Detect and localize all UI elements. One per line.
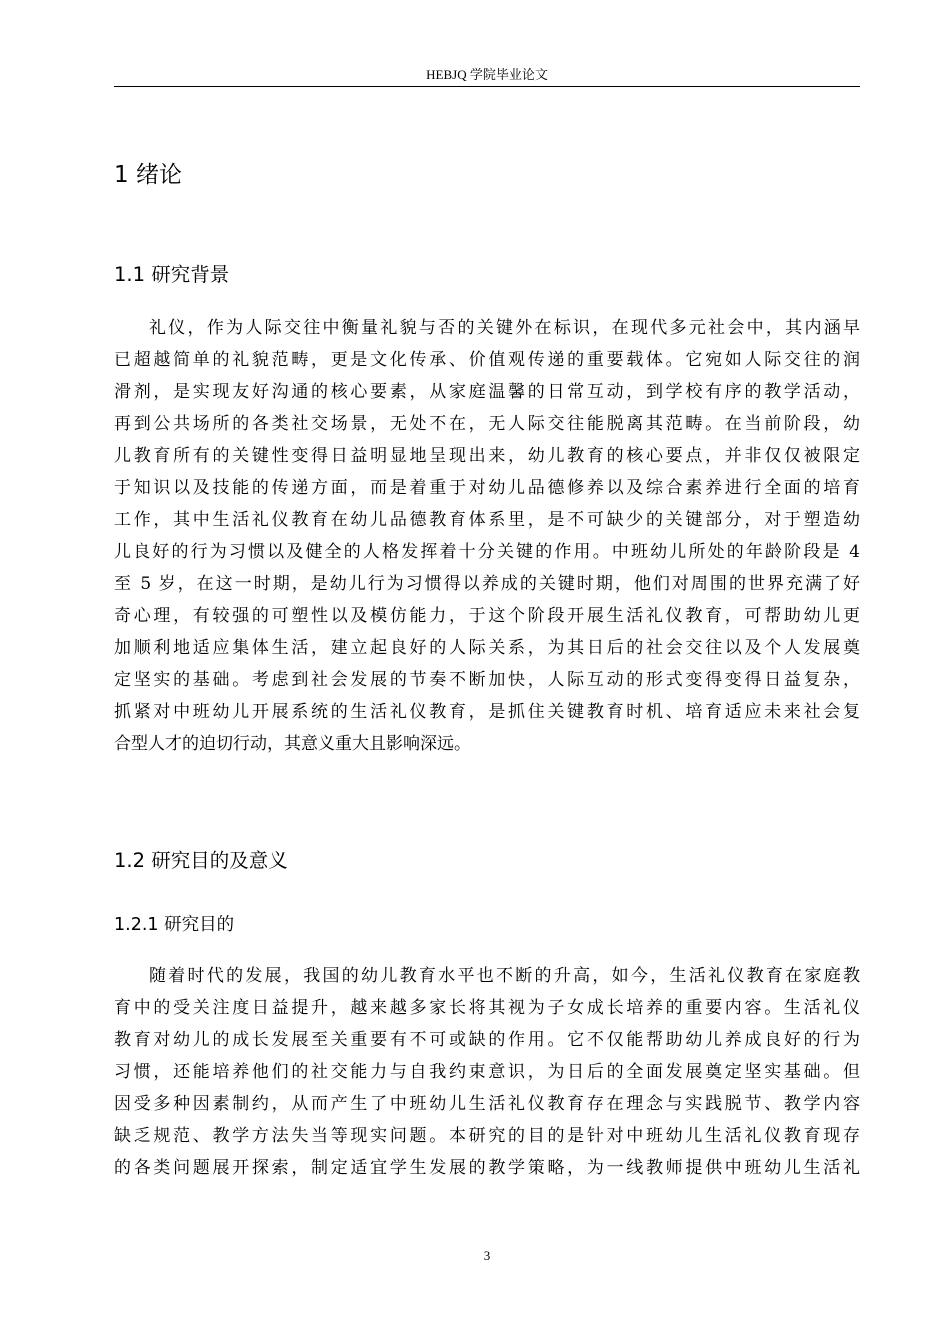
paragraph-line: 至 5 岁，在这一时期，是幼儿行为习惯得以养成的关键时期，他们对周围的世界充满了好	[114, 574, 860, 594]
paragraph-line: 再到公共场所的各类社交场景，无处不在，无人际交往能脱离其范畴。在当前阶段，幼	[114, 414, 860, 434]
paragraph-line: 儿良好的行为习惯以及健全的人格发挥着十分关键的作用。中班幼儿所处的年龄阶段是 4	[114, 542, 860, 562]
paragraph-line: 教育对幼儿的成长发展至关重要有不可或缺的作用。它不仅能帮助幼儿养成良好的行为	[114, 1030, 860, 1050]
paragraph-line: 随着时代的发展，我国的幼儿教育水平也不断的升高，如今，生活礼仪教育在家庭教	[149, 966, 860, 986]
paragraph-line: 儿教育所有的关键性变得日益明显地呈现出来，幼儿教育的核心要点，并非仅仅被限定	[114, 446, 860, 466]
paragraph-line: 奇心理，有较强的可塑性以及模仿能力，于这个阶段开展生活礼仪教育，可帮助幼儿更	[114, 606, 860, 626]
paragraph-line: 习惯，还能培养他们的社交能力与自我约束意识，为日后的全面发展奠定坚实基础。但	[114, 1062, 860, 1082]
header-rule	[114, 86, 860, 87]
paragraph-line: 已超越简单的礼貌范畴，更是文化传承、价值观传递的重要载体。它宛如人际交往的润	[114, 350, 860, 370]
paragraph-line: 礼仪，作为人际交往中衡量礼貌与否的关键外在标识，在现代多元社会中，其内涵早	[149, 318, 860, 338]
paragraph-line: 的各类问题展开探索，制定适宜学生发展的教学策略，为一线教师提供中班幼儿生活礼	[114, 1158, 860, 1178]
paragraph-line: 加顺利地适应集体生活，建立起良好的人际关系，为其日后的社会交往以及个人发展奠	[114, 638, 860, 658]
page-header: HEBJQ 学院毕业论文	[426, 67, 548, 82]
page-number: 3	[483, 1248, 491, 1263]
chapter-title: 1 绪论	[114, 162, 182, 188]
paragraph-line: 于知识以及技能的传递方面，而是着重于对幼儿品德修养以及综合素养进行全面的培育	[114, 478, 860, 498]
paragraph-research-background	[114, 312, 860, 760]
subsection-title-research-purpose: 1.2.1 研究目的	[114, 915, 235, 935]
paragraph-line: 缺乏规范、教学方法失当等现实问题。本研究的目的是针对中班幼儿生活礼仪教育现存	[114, 1126, 860, 1146]
paragraph-line: 合型人才的迫切行动，其意义重大且影响深远。	[114, 734, 471, 754]
paragraph-line: 因受多种因素制约，从而产生了中班幼儿生活礼仪教育存在理念与实践脱节、教学内容	[114, 1094, 860, 1114]
paragraph-line: 工作，其中生活礼仪教育在幼儿品德教育体系里，是不可缺少的关键部分，对于塑造幼	[114, 510, 860, 530]
paragraph-line: 育中的受关注度日益提升，越来越多家长将其视为子女成长培养的重要内容。生活礼仪	[114, 998, 860, 1018]
section-title-purpose-significance: 1.2 研究目的及意义	[114, 849, 288, 872]
paragraph-line: 定坚实的基础。考虑到社会发展的节奏不断加快，人际互动的形式变得变得日益复杂，	[114, 670, 860, 690]
section-title-research-background: 1.1 研究背景	[114, 263, 230, 286]
paragraph-line: 抓紧对中班幼儿开展系统的生活礼仪教育，是抓住关键教育时机、培育适应未来社会复	[114, 702, 860, 722]
paragraph-line: 滑剂，是实现友好沟通的核心要素，从家庭温馨的日常互动，到学校有序的教学活动，	[114, 382, 860, 402]
paragraph-research-purpose	[114, 960, 860, 1184]
